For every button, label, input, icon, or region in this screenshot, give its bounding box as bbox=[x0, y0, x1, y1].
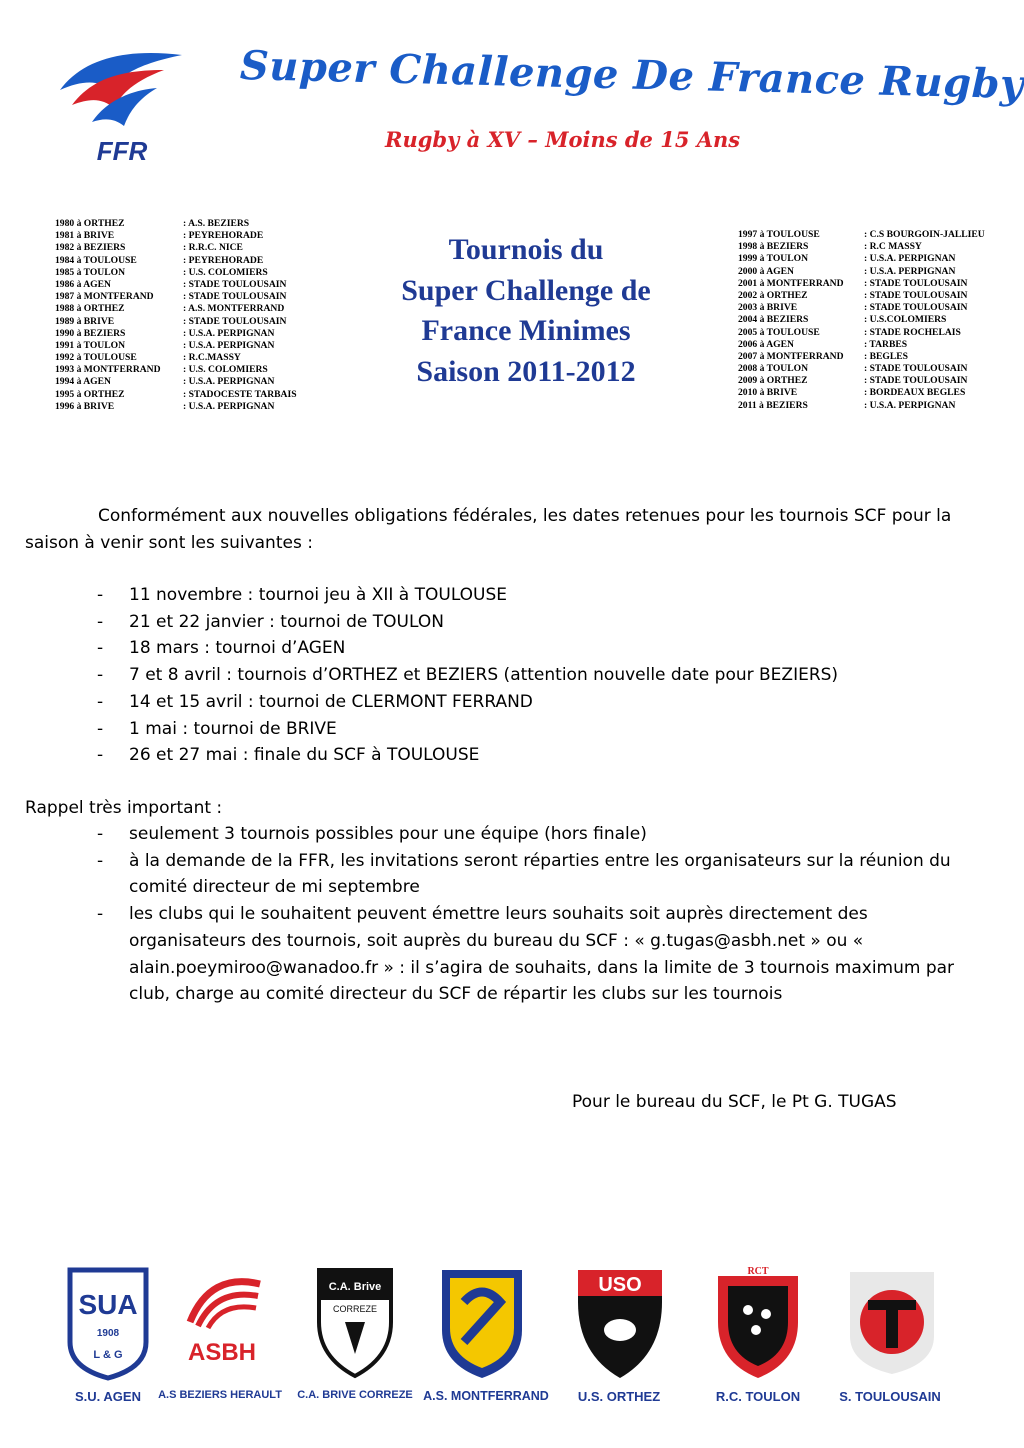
palmares-winner: : PEYREHORADE bbox=[183, 254, 264, 266]
list-item bbox=[25, 742, 985, 769]
intro-paragraph bbox=[25, 503, 985, 556]
date-text: 1 mai : tournoi de BRIVE bbox=[129, 718, 337, 739]
palmares-winner: : BEGLES bbox=[864, 350, 908, 362]
club-name: A.S BEZIERS HERAULT bbox=[158, 1389, 282, 1401]
list-item bbox=[25, 609, 985, 636]
dash-marker: - bbox=[97, 745, 104, 766]
palmares-winner: : STADE TOULOUSAIN bbox=[864, 363, 968, 375]
list-item bbox=[25, 848, 985, 901]
sua-logo-text: SUA bbox=[78, 1289, 138, 1320]
stade-toulousain-logo bbox=[842, 1262, 942, 1382]
palmares-winner: : PEYREHORADE bbox=[183, 230, 264, 242]
palmares-winner: : STADE TOULOUSAIN bbox=[183, 278, 287, 290]
palmares-row bbox=[738, 241, 1020, 253]
sua-agen-logo bbox=[58, 1262, 158, 1382]
date-text: 18 mars : tournoi d’AGEN bbox=[129, 638, 346, 659]
palmares-year: 1987 à MONTFERAND bbox=[55, 291, 154, 303]
palmares-winner: : U.S.COLOMIERS bbox=[864, 314, 947, 326]
list-item bbox=[25, 689, 985, 716]
palmares-row bbox=[55, 255, 335, 267]
palmares-winner: : U.S. COLOMIERS bbox=[183, 266, 268, 278]
sua-logo-year: 1908 bbox=[96, 1328, 120, 1339]
palmares-year: 2011 à BEZIERS bbox=[738, 399, 808, 411]
palmares-row bbox=[55, 389, 335, 401]
palmares-winner: : STADE TOULOUSAIN bbox=[864, 302, 968, 314]
palmares-row bbox=[55, 316, 335, 328]
club-name: S.U. AGEN bbox=[75, 1389, 141, 1404]
palmares-year: 1981 à BRIVE bbox=[55, 230, 115, 242]
palmares-row bbox=[738, 278, 1020, 290]
palmares-row bbox=[55, 352, 335, 364]
palmares-row bbox=[738, 229, 1020, 241]
palmares-winner: : R.C MASSY bbox=[864, 241, 922, 253]
palmares-row bbox=[738, 266, 1020, 278]
date-text: 7 et 8 avril : tournois d’ORTHEZ et BEZIERS (attention nouvelle date pour BEZIERS) bbox=[129, 665, 839, 686]
rappel-text: seulement 3 tournois possibles pour une équipe (hors finale) bbox=[129, 824, 647, 844]
palmares-winner: : R.R.C. NICE bbox=[183, 242, 243, 254]
palmares-year: 1992 à TOULOUSE bbox=[55, 352, 137, 364]
palmares-year: 1996 à BRIVE bbox=[55, 400, 115, 412]
date-text: 14 et 15 avril : tournoi de CLERMONT FERRAND bbox=[129, 691, 533, 712]
season-title-line: Tournois du bbox=[448, 233, 604, 266]
palmares-winner: : R.C.MASSY bbox=[183, 352, 241, 364]
palmares-year: 1986 à AGEN bbox=[55, 278, 111, 290]
palmares-winner: : A.S. MONTFERRAND bbox=[183, 303, 285, 315]
palmares-row bbox=[738, 351, 1020, 363]
list-item bbox=[25, 662, 985, 689]
season-title-line: Saison 2011-2012 bbox=[416, 354, 636, 388]
palmares-winner: : STADE TOULOUSAIN bbox=[183, 291, 287, 303]
palmares-year: 1991 à TOULON bbox=[55, 339, 126, 351]
palmares-year: 1995 à ORTHEZ bbox=[55, 388, 125, 400]
palmares-row bbox=[738, 400, 1020, 412]
dash-marker: - bbox=[97, 585, 104, 605]
palmares-row bbox=[55, 267, 335, 279]
palmares-year: 1993 à MONTFERRAND bbox=[55, 364, 161, 376]
palmares-year: 2008 à TOULON bbox=[738, 363, 809, 375]
palmares-row bbox=[738, 327, 1020, 339]
palmares-row bbox=[55, 242, 335, 254]
palmares-year: 1999 à TOULON bbox=[738, 253, 809, 265]
palmares-row bbox=[55, 376, 335, 388]
asbh-logo-text: ASBH bbox=[187, 1339, 257, 1366]
palmares-year: 1982 à BEZIERS bbox=[55, 242, 126, 254]
subtitle: Rugby à XV – Moins de 15 Ans bbox=[385, 127, 741, 152]
rappel-text: à la demande de la FFR, les invitations seront réparties entre les organisateurs sur la réunion du comité directeur de mi septembre bbox=[129, 850, 951, 898]
palmares-winner: : STADE TOULOUSAIN bbox=[864, 289, 968, 301]
palmares-year: 2000 à AGEN bbox=[738, 265, 794, 277]
club-name: C.A. BRIVE CORREZE bbox=[297, 1389, 413, 1401]
palmares-winner: : U.S.A. PERPIGNAN bbox=[183, 339, 275, 351]
palmares-year: 1985 à TOULON bbox=[55, 266, 126, 278]
asbh-logo bbox=[170, 1262, 270, 1382]
palmares-row bbox=[55, 230, 335, 242]
palmares-winner: : U.S. COLOMIERS bbox=[183, 364, 268, 376]
rappel-title: Rappel très important : bbox=[25, 798, 223, 818]
palmares-year: 1984 à TOULOUSE bbox=[55, 254, 137, 266]
brive-logo bbox=[305, 1262, 405, 1382]
palmares-year: 2007 à MONTFERRAND bbox=[738, 350, 844, 362]
palmares-year: 1998 à BEZIERS bbox=[738, 241, 809, 253]
palmares-winner: : U.S.A. PERPIGNAN bbox=[864, 265, 956, 277]
list-item bbox=[25, 635, 985, 662]
palmares-year: 2003 à BRIVE bbox=[738, 302, 798, 314]
palmares-year: 2002 à ORTHEZ bbox=[738, 289, 808, 301]
asm-logo bbox=[432, 1262, 532, 1382]
palmares-row bbox=[55, 279, 335, 291]
palmares-right bbox=[738, 229, 1020, 412]
list-item bbox=[25, 901, 985, 1008]
palmares-left bbox=[55, 218, 335, 413]
dash-marker: - bbox=[97, 691, 104, 712]
palmares-row bbox=[738, 253, 1020, 265]
palmares-row bbox=[55, 328, 335, 340]
palmares-row bbox=[738, 314, 1020, 326]
signature: Pour le bureau du SCF, le Pt G. TUGAS bbox=[572, 1092, 897, 1112]
palmares-winner: : U.S.A. PERPIGNAN bbox=[864, 253, 956, 265]
palmares-winner: : STADE TOULOUSAIN bbox=[183, 315, 287, 327]
rct-logo-text: RCT bbox=[747, 1266, 769, 1277]
palmares-row bbox=[738, 302, 1020, 314]
palmares-winner: : STADE ROCHELAIS bbox=[864, 326, 961, 338]
palmares-year: 2004 à BEZIERS bbox=[738, 314, 809, 326]
season-title-line: Super Challenge de bbox=[401, 273, 651, 307]
palmares-row bbox=[738, 339, 1020, 351]
palmares-winner: : C.S BOURGOIN-JALLIEU bbox=[864, 229, 985, 240]
palmares-row bbox=[55, 401, 335, 413]
dash-marker: - bbox=[97, 611, 104, 632]
main-title: Super Challenge De France Rugby bbox=[239, 42, 1024, 109]
palmares-winner: : STADOCESTE TARBAIS bbox=[183, 388, 297, 400]
brive-logo-sub: CORREZE bbox=[332, 1304, 378, 1314]
palmares-winner: : BORDEAUX BEGLES bbox=[864, 387, 966, 399]
date-text: 11 novembre : tournoi jeu à XII à TOULOUSE bbox=[129, 585, 508, 605]
palmares-year: 1994 à AGEN bbox=[55, 376, 111, 388]
tournament-dates-list bbox=[25, 582, 985, 769]
palmares-year: 1997 à TOULOUSE bbox=[738, 229, 820, 240]
palmares-year: 1988 à ORTHEZ bbox=[55, 303, 125, 315]
palmares-year: 2009 à ORTHEZ bbox=[738, 375, 808, 387]
intro-line: Conformément aux nouvelles obligations fédérales, les dates retenues pour les tournois SCF pour la bbox=[98, 506, 952, 526]
club-name: S. TOULOUSAIN bbox=[839, 1389, 941, 1404]
club-name: U.S. ORTHEZ bbox=[577, 1389, 661, 1404]
club-name: A.S. MONTFERRAND bbox=[423, 1389, 549, 1403]
uso-logo bbox=[570, 1262, 670, 1382]
palmares-row bbox=[55, 291, 335, 303]
palmares-winner: : A.S. BEZIERS bbox=[183, 218, 250, 229]
dash-marker: - bbox=[97, 665, 104, 686]
list-item bbox=[25, 582, 985, 609]
dash-marker: - bbox=[97, 718, 104, 739]
palmares-winner: : TARBES bbox=[864, 338, 908, 350]
rappel-text: les clubs qui le souhaitent peuvent émettre leurs souhaits soit auprès directement des organisateurs des tournois, soit auprès du bureau du SCF : « g.tugas@asbh.net » ou « alain.poeymiroo@wanadoo.fr » : il s’agira de souhaits, dans la limite de 3 tournois maximum par club, charge au comité directeur du SCF de répartir les clubs sur les tournois bbox=[129, 904, 955, 1005]
dash-marker: - bbox=[97, 904, 104, 925]
palmares-winner: : STADE TOULOUSAIN bbox=[864, 277, 968, 289]
palmares-winner: : U.S.A. PERPIGNAN bbox=[183, 327, 275, 339]
rct-logo bbox=[708, 1262, 808, 1382]
palmares-winner: : STADE TOULOUSAIN bbox=[864, 375, 968, 387]
club-name: R.C. TOULON bbox=[715, 1389, 801, 1404]
palmares-row bbox=[738, 363, 1020, 375]
season-title bbox=[370, 230, 682, 392]
palmares-row bbox=[738, 387, 1020, 399]
palmares-row bbox=[738, 375, 1020, 387]
sua-logo-letters: L & G bbox=[93, 1349, 123, 1361]
palmares-year: 2001 à MONTFERRAND bbox=[738, 277, 844, 289]
list-item bbox=[25, 821, 985, 848]
palmares-row bbox=[55, 218, 335, 230]
palmares-year: 1990 à BEZIERS bbox=[55, 327, 126, 339]
rappel-list bbox=[25, 821, 985, 1008]
dash-marker: - bbox=[97, 824, 104, 844]
palmares-row bbox=[55, 364, 335, 376]
palmares-year: 2006 à AGEN bbox=[738, 338, 794, 350]
date-text: 26 et 27 mai : finale du SCF à TOULOUSE bbox=[129, 745, 480, 766]
brive-logo-text: C.A. Brive bbox=[328, 1281, 382, 1293]
dash-marker: - bbox=[97, 638, 104, 659]
ffr-logo-text: FFR bbox=[96, 136, 148, 165]
palmares-row bbox=[738, 290, 1020, 302]
palmares-winner: : U.S.A. PERPIGNAN bbox=[864, 399, 956, 411]
palmares-year: 1980 à ORTHEZ bbox=[55, 218, 125, 229]
palmares-row bbox=[55, 303, 335, 315]
palmares-winner: : U.S.A. PERPIGNAN bbox=[183, 376, 275, 388]
palmares-year: 1989 à BRIVE bbox=[55, 315, 115, 327]
palmares-winner: : U.S.A. PERPIGNAN bbox=[183, 400, 275, 412]
dash-marker: - bbox=[97, 850, 104, 871]
intro-line: saison à venir sont les suivantes : bbox=[25, 532, 313, 553]
palmares-year: 2010 à BRIVE bbox=[738, 387, 798, 399]
date-text: 21 et 22 janvier : tournoi de TOULON bbox=[129, 611, 444, 632]
ffr-logo bbox=[52, 50, 192, 165]
palmares-row bbox=[55, 340, 335, 352]
palmares-year: 2005 à TOULOUSE bbox=[738, 326, 820, 338]
uso-logo-text: USO bbox=[598, 1274, 642, 1296]
list-item bbox=[25, 716, 985, 743]
season-title-line: France Minimes bbox=[421, 314, 631, 347]
